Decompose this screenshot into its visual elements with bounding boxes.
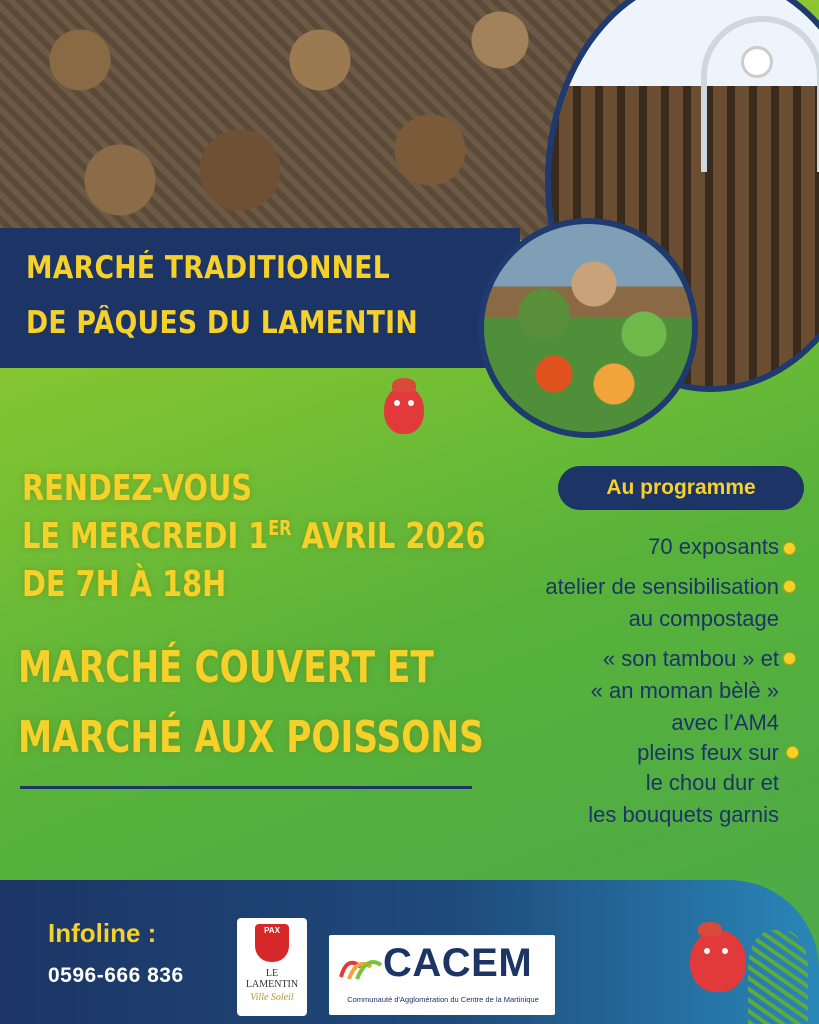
cacem-name: CACEM <box>383 941 533 985</box>
lamentin-shield-icon <box>255 924 289 962</box>
programme-item: « son tambou » et <box>602 646 779 671</box>
divider <box>20 786 472 789</box>
cacem-logo <box>329 935 555 1015</box>
programme-item: les bouquets garnis <box>588 802 779 827</box>
programme-item: pleins feux sur <box>637 740 779 765</box>
page-title-line2: DE PÂQUES DU LAMENTIN <box>26 305 418 341</box>
event-line1: RENDEZ-VOUS <box>22 468 253 509</box>
programme-item: avec l’AM4 <box>671 710 779 735</box>
cacem-swirl-icon <box>337 949 385 983</box>
mascot-eye <box>704 948 710 954</box>
programme-item: 70 exposants <box>648 534 779 559</box>
bullet-dot-icon <box>783 652 796 665</box>
lamentin-name-line1: LE <box>265 968 279 979</box>
lamentin-logo <box>237 918 307 1016</box>
event-date-sup: ER <box>268 516 292 540</box>
bullet-dot-icon <box>783 580 796 593</box>
programme-item: « an moman bèlè » <box>590 678 779 703</box>
strawberry-mascot-icon <box>690 930 746 992</box>
mascot-eye <box>722 948 728 954</box>
event-hours: DE 7H À 18H <box>22 564 227 605</box>
infoline-label: Infoline : <box>48 918 157 948</box>
lamentin-signature: Ville Soleil <box>250 992 294 1003</box>
programme-item: atelier de sensibilisation <box>545 574 779 599</box>
event-date-post: AVRIL 2026 <box>291 516 486 557</box>
mascot-eye <box>394 400 400 406</box>
fern-icon <box>748 930 808 1024</box>
cacem-subtitle: Communauté d'Agglomération du Centre de la Martinique <box>347 995 539 1004</box>
crabs-photo <box>0 0 640 240</box>
mascot-eye <box>408 400 414 406</box>
event-date <box>22 516 486 557</box>
infoline-number[interactable]: 0596-666 836 <box>48 964 184 987</box>
programme-item: au compostage <box>628 606 779 631</box>
title-band <box>0 228 520 368</box>
page-title-line1: MARCHÉ TRADITIONNEL <box>26 250 390 286</box>
bullet-dot-icon <box>783 542 796 555</box>
lamentin-name <box>237 968 307 990</box>
hall-arch <box>701 16 819 172</box>
bullet-dot-icon <box>786 746 799 759</box>
venue-line2: MARCHÉ AUX POISSONS <box>18 712 484 763</box>
clock-icon <box>741 46 773 78</box>
lamentin-name-line2: LAMENTIN <box>245 979 299 990</box>
programme-item: le chou dur et <box>645 770 779 795</box>
venue-line1: MARCHÉ COUVERT ET <box>18 642 434 693</box>
event-date-pre: LE MERCREDI 1 <box>22 516 269 557</box>
market-stall-photo <box>478 218 698 438</box>
strawberry-mascot-icon <box>384 386 424 434</box>
programme-heading: Au programme <box>558 466 804 510</box>
pax-text: PAX <box>264 926 280 935</box>
